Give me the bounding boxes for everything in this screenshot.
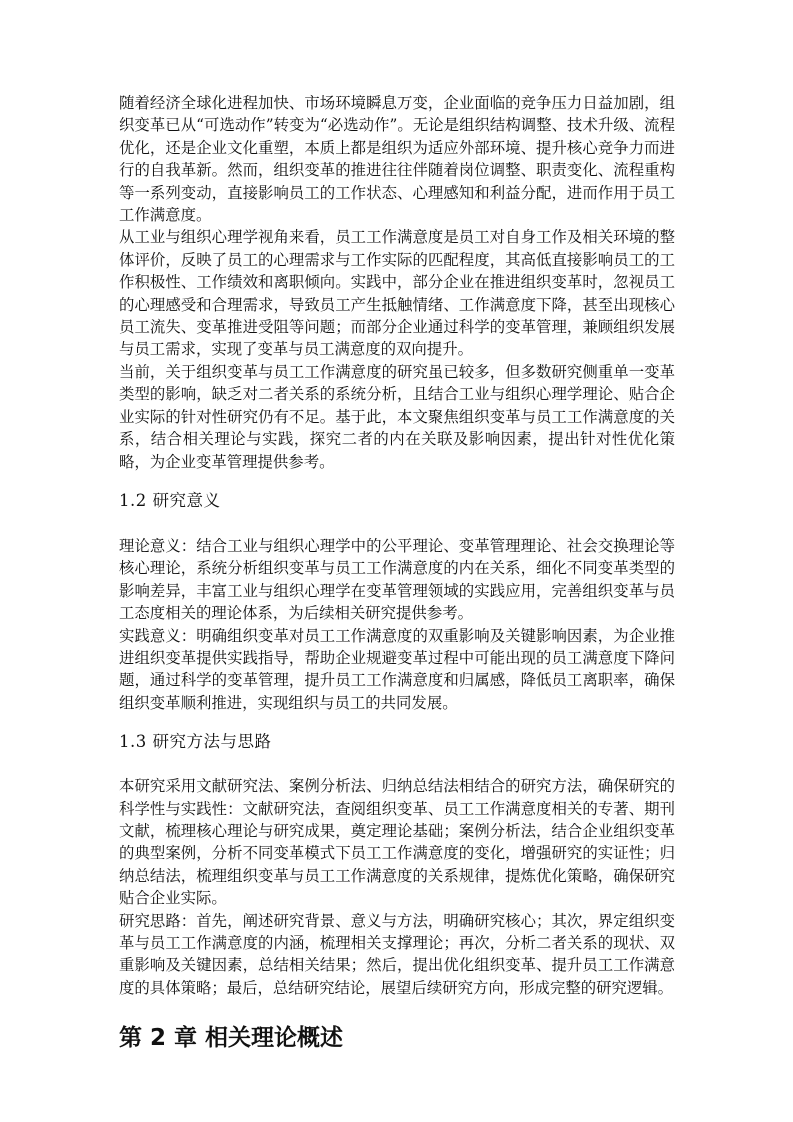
section-1-2-heading: 1.2 研究意义 (119, 490, 221, 510)
section-1-3-heading: 1.3 研究方法与思路 (119, 732, 272, 752)
practical-significance-paragraph: 实践意义：明确组织变革对员工工作满意度的双重影响及关键影响因素，为企业推进组织变革提供实践指导，帮助企业规避变革过程中可能出现的员工满意度下降问题，通过科学的变革管理，提升员工工作满意度和归属感，降低员工离职率，确保组织变革顺利推进，实现组织与员工的共同发展。 (119, 626, 675, 712)
research-approach-paragraph: 研究思路：首先，阐述研究背景、意义与方法，明确研究核心；其次，界定组织变革与员工工作满意度的内涵，梳理相关支撑理论；再次，分析二者关系的现状、双重影响及关键因素，总结相关结果；然后，提出优化组织变革、提升员工工作满意度的具体策略；最后，总结研究结论，展望后续研究方向，形成完整的研究逻辑。 (119, 911, 675, 997)
research-methods-paragraph: 本研究采用文献研究法、案例分析法、归纳总结法相结合的研究方法，确保研究的科学性与实践性：文献研究法，查阅组织变革、员工工作满意度相关的专著、期刊文献，梳理核心理论与研究成果，奠定理论基础；案例分析法，结合企业组织变革的典型案例，分析不同变革模式下员工工作满意度的变化，增强研究的实证性；归纳总结法，梳理组织变革与员工工作满意度的关系规律，提炼优化策略，确保研究贴合企业实际。 (119, 777, 675, 908)
theoretical-significance-paragraph: 理论意义：结合工业与组织心理学中的公平理论、变革管理理论、社会交换理论等核心理论，系统分析组织变革与员工工作满意度的内在关系，细化不同变革类型的影响差异，丰富工业与组织心理学在变革管理领域的实践应用，完善组织变革与员工态度相关的理论体系，为后续相关研究提供参考。 (119, 536, 675, 623)
chapter-2-heading: 第 2 章 相关理论概述 (119, 1025, 344, 1052)
intro-paragraph-1: 随着经济全球化进程加快、市场环境瞬息万变，企业面临的竞争压力日益加剧，组织变革已从“可选动作”转变为“必选动作”。无论是组织结构调整、技术升级、流程优化，还是企业文化重塑，本质上都是组织为适应外部环境、提升核心竞争力而进行的自我革新。然而，组织变革的推进往往伴随着岗位调整、职责变化、流程重构等一系列变动，直接影响员工的工作状态、心理感知和利益分配，进而作用于员工工作满意度。 (119, 94, 675, 225)
document-page (119, 92, 675, 1053)
intro-paragraph-3: 当前，关于组织变革与员工工作满意度的研究虽已较多，但多数研究侧重单一变革类型的影响，缺乏对二者关系的系统分析，且结合工业与组织心理学理论、贴合企业实际的针对性研究仍有不足。基于此，本文聚焦组织变革与员工工作满意度的关系，结合相关理论与实践，探究二者的内在关联及影响因素，提出针对性优化策略，为企业变革管理提供参考。 (119, 362, 675, 471)
intro-paragraph-2: 从工业与组织心理学视角来看，员工工作满意度是员工对自身工作及相关环境的整体评价，反映了员工的心理需求与工作实际的匹配程度，其高低直接影响员工的工作积极性、工作绩效和离职倾向。实践中，部分企业在推进组织变革时，忽视员工的心理感受和合理需求，导致员工产生抵触情绪、工作满意度下降，甚至出现核心员工流失、变革推进受阻等问题；而部分企业通过科学的变革管理，兼顾组织发展与员工需求，实现了变革与员工满意度的双向提升。 (119, 228, 675, 359)
